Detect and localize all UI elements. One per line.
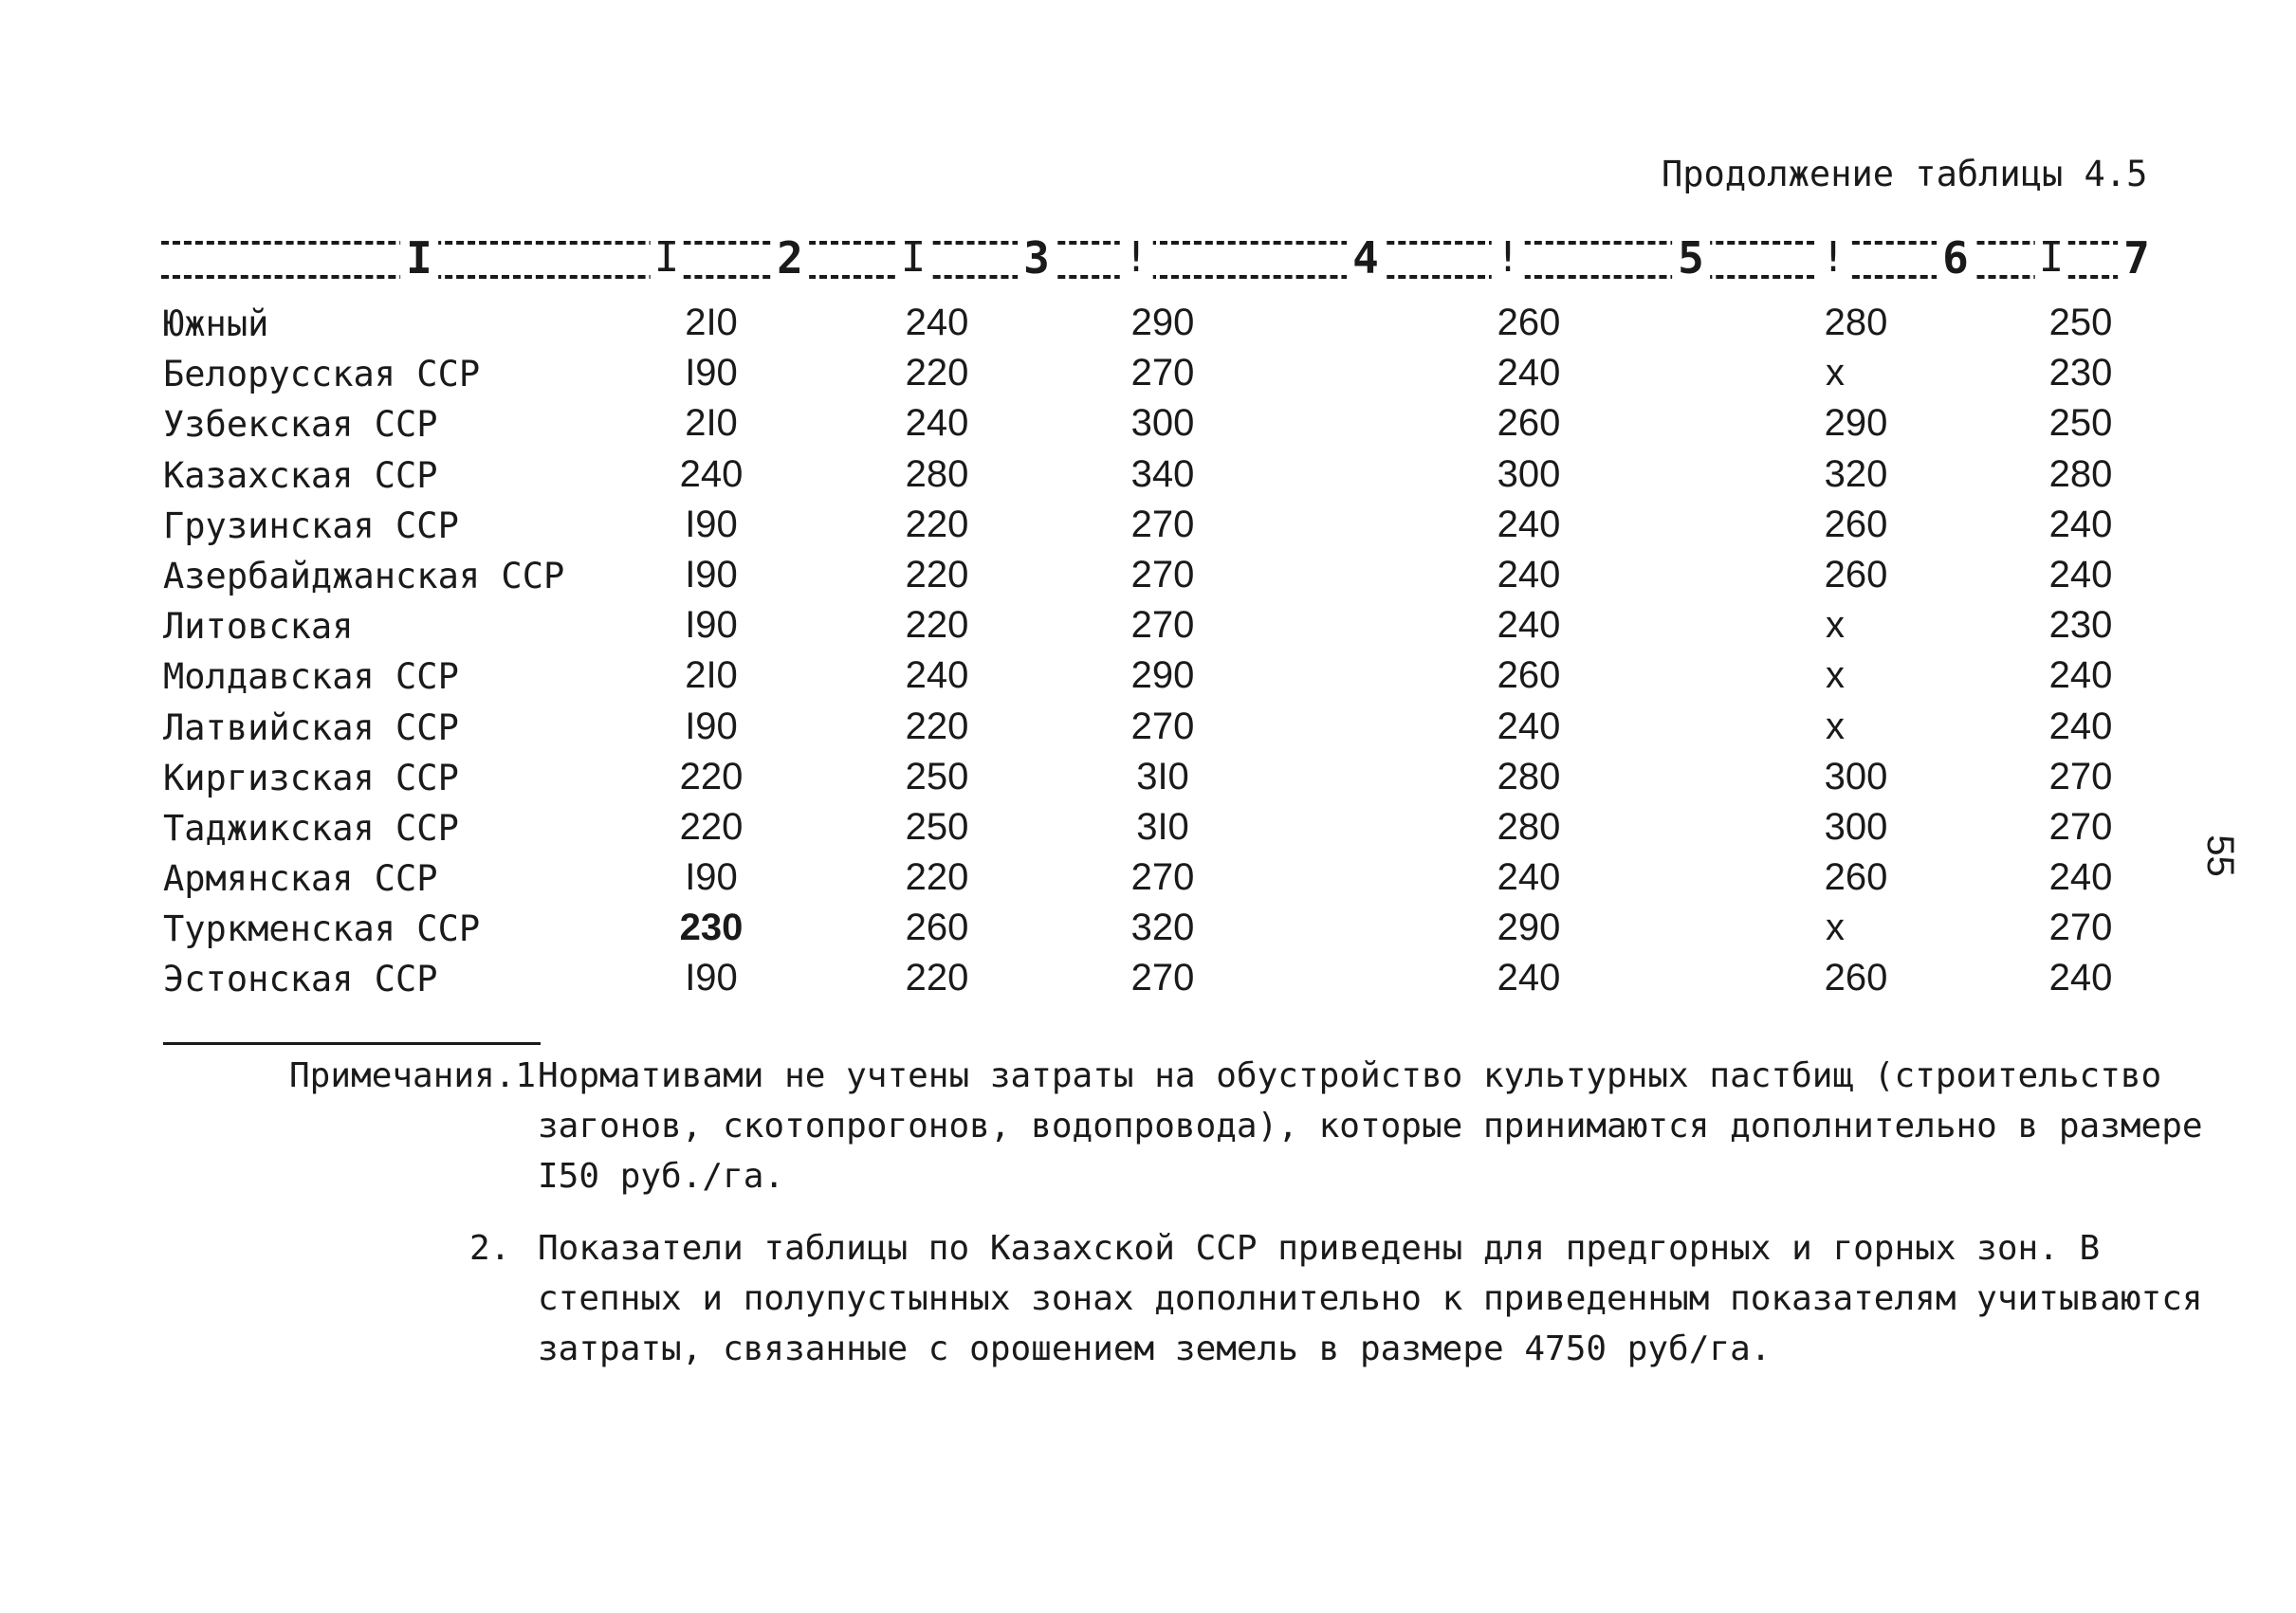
column-number: 2 [771, 231, 809, 284]
region-name: Литовская [163, 606, 354, 648]
table-caption: Продолжение таблицы 4.5 [1662, 154, 2148, 194]
value-col-2: I90 [685, 856, 738, 899]
table-row [0, 300, 2296, 350]
value-col-7: 240 [2048, 957, 2113, 999]
value-col-5: 280 [1497, 755, 1561, 797]
column-number: 3 [1018, 231, 1056, 284]
table-body [0, 300, 2296, 1006]
value-col-7: 240 [2048, 503, 2113, 545]
value-col-5: 240 [1497, 705, 1561, 747]
table-header [0, 226, 2296, 292]
value-col-3: 220 [905, 604, 969, 647]
value-col-2: I90 [685, 352, 738, 394]
value-col-2: I90 [685, 705, 738, 747]
value-col-5: 240 [1497, 604, 1561, 647]
value-col-7: 240 [2048, 705, 2113, 747]
value-col-3: 250 [905, 805, 969, 848]
value-col-6: 300 [1824, 805, 1888, 848]
value-col-5: 280 [1497, 805, 1561, 848]
table-row [0, 451, 2296, 502]
value-col-5: 240 [1497, 352, 1561, 394]
note-2-text: Показатели таблицы по Казахской ССР приведены для предгорных и горных зон. В степных и полупустынных зонах дополнительно к приведенным показателям учитываются затраты, связанные с орошением земель в размере 4750 руб/га. [538, 1229, 2203, 1368]
region-name: Киргизская ССР [163, 757, 459, 798]
value-col-3: 280 [905, 452, 969, 495]
table-row [0, 400, 2296, 450]
note-1-text: Нормативами не учтены затраты на обустройство культурных пастбищ (строительство загонов, скотопрогонов, водопровода), которые принимаются дополнительно в размере I50 руб./га. [538, 1056, 2203, 1196]
value-col-6: 260 [1824, 503, 1888, 545]
region-name: Казахская ССР [163, 454, 438, 496]
value-col-3: 220 [905, 503, 969, 545]
value-col-4: 3I0 [1136, 805, 1189, 848]
column-separator: ! [1492, 231, 1525, 284]
value-col-4: 270 [1130, 352, 1195, 394]
region-name: Армянская ССР [163, 858, 438, 900]
value-col-4: 300 [1130, 402, 1195, 445]
value-col-4: 270 [1130, 957, 1195, 999]
value-col-5: 240 [1497, 553, 1561, 596]
table-row [0, 602, 2296, 652]
value-col-4: 320 [1130, 907, 1195, 949]
value-col-7: 240 [2048, 856, 2113, 899]
region-name: Туркменская ССР [163, 908, 481, 950]
value-col-6: x [1826, 705, 1845, 747]
value-col-5: 240 [1497, 957, 1561, 999]
value-col-4: 270 [1130, 856, 1195, 899]
value-col-4: 270 [1130, 604, 1195, 647]
value-col-7: 280 [2048, 452, 2113, 495]
value-col-2: I90 [685, 957, 738, 999]
value-col-4: 3I0 [1136, 755, 1189, 797]
value-col-7: 240 [2048, 553, 2113, 596]
value-col-4: 270 [1130, 553, 1195, 596]
column-separator: I [651, 231, 684, 284]
region-name: Белорусская ССР [163, 354, 481, 395]
column-number: 7 [2118, 231, 2156, 284]
value-col-2: I90 [685, 553, 738, 596]
value-col-6: 290 [1824, 402, 1888, 445]
region-name: Молдавская ССР [163, 656, 459, 698]
value-col-6: 260 [1824, 553, 1888, 596]
table-row [0, 502, 2296, 552]
region-name: Азербайджанская ССР [163, 555, 565, 596]
value-col-3: 240 [905, 302, 969, 343]
value-col-2: 2I0 [685, 302, 738, 343]
notes-separator-rule [163, 1042, 541, 1045]
region-name: Грузинская ССР [163, 504, 459, 546]
column-separator: I [897, 231, 930, 284]
value-col-3: 220 [905, 553, 969, 596]
value-col-4: 290 [1130, 654, 1195, 697]
region-name: Узбекская ССР [163, 404, 438, 446]
value-col-3: 240 [905, 654, 969, 697]
value-col-2: 220 [679, 755, 744, 797]
table-row [0, 754, 2296, 804]
value-col-6: x [1826, 907, 1845, 949]
table-row [0, 955, 2296, 1005]
value-col-7: 240 [2048, 654, 2113, 697]
value-col-4: 270 [1130, 705, 1195, 747]
value-col-4: 270 [1130, 503, 1195, 545]
table-row [0, 804, 2296, 854]
value-col-7: 270 [2048, 755, 2113, 797]
table-row [0, 350, 2296, 400]
note-1 [289, 1051, 2214, 1196]
region-name: Таджикская ССР [163, 807, 459, 849]
value-col-3: 250 [905, 755, 969, 797]
table-row [0, 905, 2296, 955]
value-col-6: 260 [1824, 856, 1888, 899]
value-col-5: 300 [1497, 452, 1561, 495]
value-col-3: 240 [905, 402, 969, 445]
column-number: 5 [1672, 231, 1710, 284]
region-name: Латвийская ССР [163, 706, 459, 748]
value-col-2: 220 [679, 805, 744, 848]
value-col-6: 320 [1824, 452, 1888, 495]
value-col-7: 230 [2048, 352, 2113, 394]
value-col-5: 260 [1497, 654, 1561, 697]
header-dash-line-top [161, 241, 2155, 245]
value-col-4: 290 [1130, 302, 1195, 343]
header-dash-line-bottom [161, 275, 2155, 279]
table-row [0, 552, 2296, 602]
notes-label: Примечания.1 [289, 1056, 537, 1095]
region-name: Эстонская ССР [163, 959, 438, 1000]
region-name: Южный [163, 303, 269, 344]
table-row [0, 704, 2296, 754]
value-col-2: 240 [679, 452, 744, 495]
value-col-6: x [1826, 352, 1845, 394]
table-row [0, 854, 2296, 905]
value-col-5: 240 [1497, 503, 1561, 545]
value-col-5: 260 [1497, 402, 1561, 445]
value-col-7: 250 [2048, 302, 2113, 343]
column-separator: I [2035, 231, 2068, 284]
value-col-2: I90 [685, 604, 738, 647]
column-separator: ! [1817, 231, 1850, 284]
value-col-2: I90 [685, 503, 738, 545]
value-col-7: 270 [2048, 907, 2113, 949]
value-col-3: 220 [905, 352, 969, 394]
column-number: 4 [1347, 231, 1385, 284]
value-col-3: 220 [905, 705, 969, 747]
value-col-7: 230 [2048, 604, 2113, 647]
value-col-3: 260 [905, 907, 969, 949]
value-col-4: 340 [1130, 452, 1195, 495]
value-col-5: 260 [1497, 302, 1561, 343]
value-col-7: 250 [2048, 402, 2113, 445]
page-number: 55 [2198, 834, 2241, 877]
value-col-6: 300 [1824, 755, 1888, 797]
value-col-6: 280 [1824, 302, 1888, 343]
value-col-6: x [1826, 604, 1845, 647]
column-number: I [400, 231, 438, 284]
column-number: 6 [1937, 231, 1975, 284]
note-1-number: 1 [515, 1056, 537, 1095]
column-separator: ! [1120, 231, 1153, 284]
value-col-3: 220 [905, 957, 969, 999]
value-col-5: 290 [1497, 907, 1561, 949]
value-col-2: 2I0 [685, 654, 738, 697]
value-col-6: 260 [1824, 957, 1888, 999]
value-col-2: 230 [679, 907, 744, 949]
value-col-2: 2I0 [685, 402, 738, 445]
value-col-6: x [1826, 654, 1845, 697]
table-row [0, 652, 2296, 703]
note-2-number: 2. [469, 1229, 511, 1268]
value-col-7: 270 [2048, 805, 2113, 848]
value-col-3: 220 [905, 856, 969, 899]
value-col-5: 240 [1497, 856, 1561, 899]
